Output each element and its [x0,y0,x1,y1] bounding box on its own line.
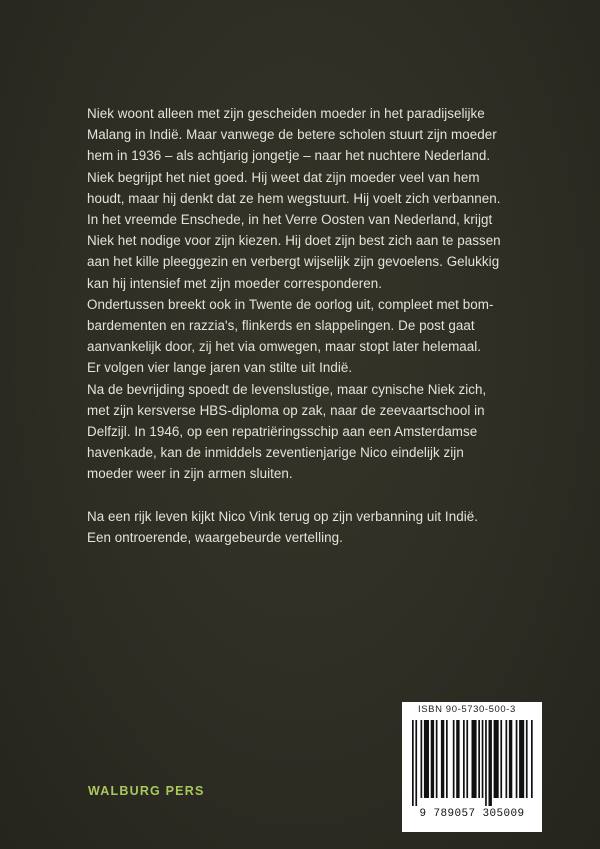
blurb-line: Na een rijk leven kijkt Nico Vink terug op zijn verbanning uit Indië. [87,508,478,524]
barcode-bar [526,720,528,798]
blurb-line: In het vreemde Enschede, in het Verre Oosten van Nederland, krijgt [87,212,493,228]
barcode-image [410,720,534,806]
barcode-bar [489,720,492,806]
blurb-line: Een ontroerende, waargebeurde vertelling. [87,529,343,545]
barcode-bar [421,720,423,798]
barcode-bar [506,720,508,798]
blurb-line: Niek woont alleen met zijn gescheiden moeder in het paradijselijke [87,106,485,121]
paragraph-gap [87,485,557,506]
barcode-bar [519,720,524,798]
ean-number: 9 789057 305009 [419,808,525,820]
blurb-line: aanvankelijk door, zij het via omwegen, maar stopt later helemaal. [87,339,482,355]
barcode-bar [441,720,444,798]
barcode-bar [456,720,459,798]
barcode-bar [415,720,417,806]
publisher-logo: WALBURG PERS [88,784,205,798]
barcode-bar [463,720,465,798]
barcode-bar [531,720,533,798]
blurb-line: kan hij intensief met zijn moeder corresponderen. [87,275,382,291]
barcode-bar [431,720,434,798]
blurb-line: houdt, maar hij denkt dat ze hem wegstuurt. Hij voelt zich verbannen. [87,190,501,206]
barcode-bar [500,720,502,798]
barcode-bar [436,720,438,798]
blurb-line: Niek het nodige voor zijn kiezen. Hij doet zijn best zich aan te passen [87,233,501,249]
blurb-line: Niek begrijpt het niet goed. Hij weet dat zijn moeder veel van hem [87,169,480,185]
barcode-bar [494,720,499,798]
barcode-bar [478,720,480,798]
blurb-line: Ondertussen breekt ook in Twente de oorlog uit, compleet met bom- [87,296,494,312]
blurb-line: moeder weer in zijn armen sluiten. [87,466,293,482]
barcode-bar [509,720,512,798]
barcode-bar [485,720,487,806]
barcode-bar [453,720,455,798]
blurb-line: Na de bevrijding spoedt de levenslustige, maar cynische Niek zich, [87,381,487,397]
blurb-line: aan het kille pleeggezin en verbergt wijselijk zijn gevoelens. Gelukkig [87,254,500,270]
blurb-line: Malang in Indië. Maar vanwege de betere scholen stuurt zijn moeder [87,127,497,143]
barcode-bar [516,720,518,798]
barcode-bar [466,720,468,798]
blurb-line: Er volgen vier lange jaren van stilte uit Indië. [87,360,353,376]
blurb-line: Delfzijl. In 1946, op een repatriëringsschip aan een Amsterdamse [87,424,478,440]
blurb-line: hem in 1936 – als achtjarig jongetje – naar het nuchtere Nederland. [87,148,491,164]
barcode-bar [424,720,429,798]
isbn-number: ISBN 90-5730-500-3 [418,704,516,715]
barcode-bar [412,720,414,806]
blurb-line: havenkade, kan de inmiddels zeventienjarige Nico eindelijk zijn [87,445,464,461]
blurb-line: met zijn kersverse HBS-diploma op zak, naar de zeevaartschool in [87,402,485,418]
blurb-line: bardementen en razzia's, flinkerds en slappelingen. De post gaat [87,318,475,334]
barcode-bar [446,720,448,798]
blurb-text [87,103,557,548]
barcode-bar [472,720,477,798]
barcode-bar [482,720,484,798]
